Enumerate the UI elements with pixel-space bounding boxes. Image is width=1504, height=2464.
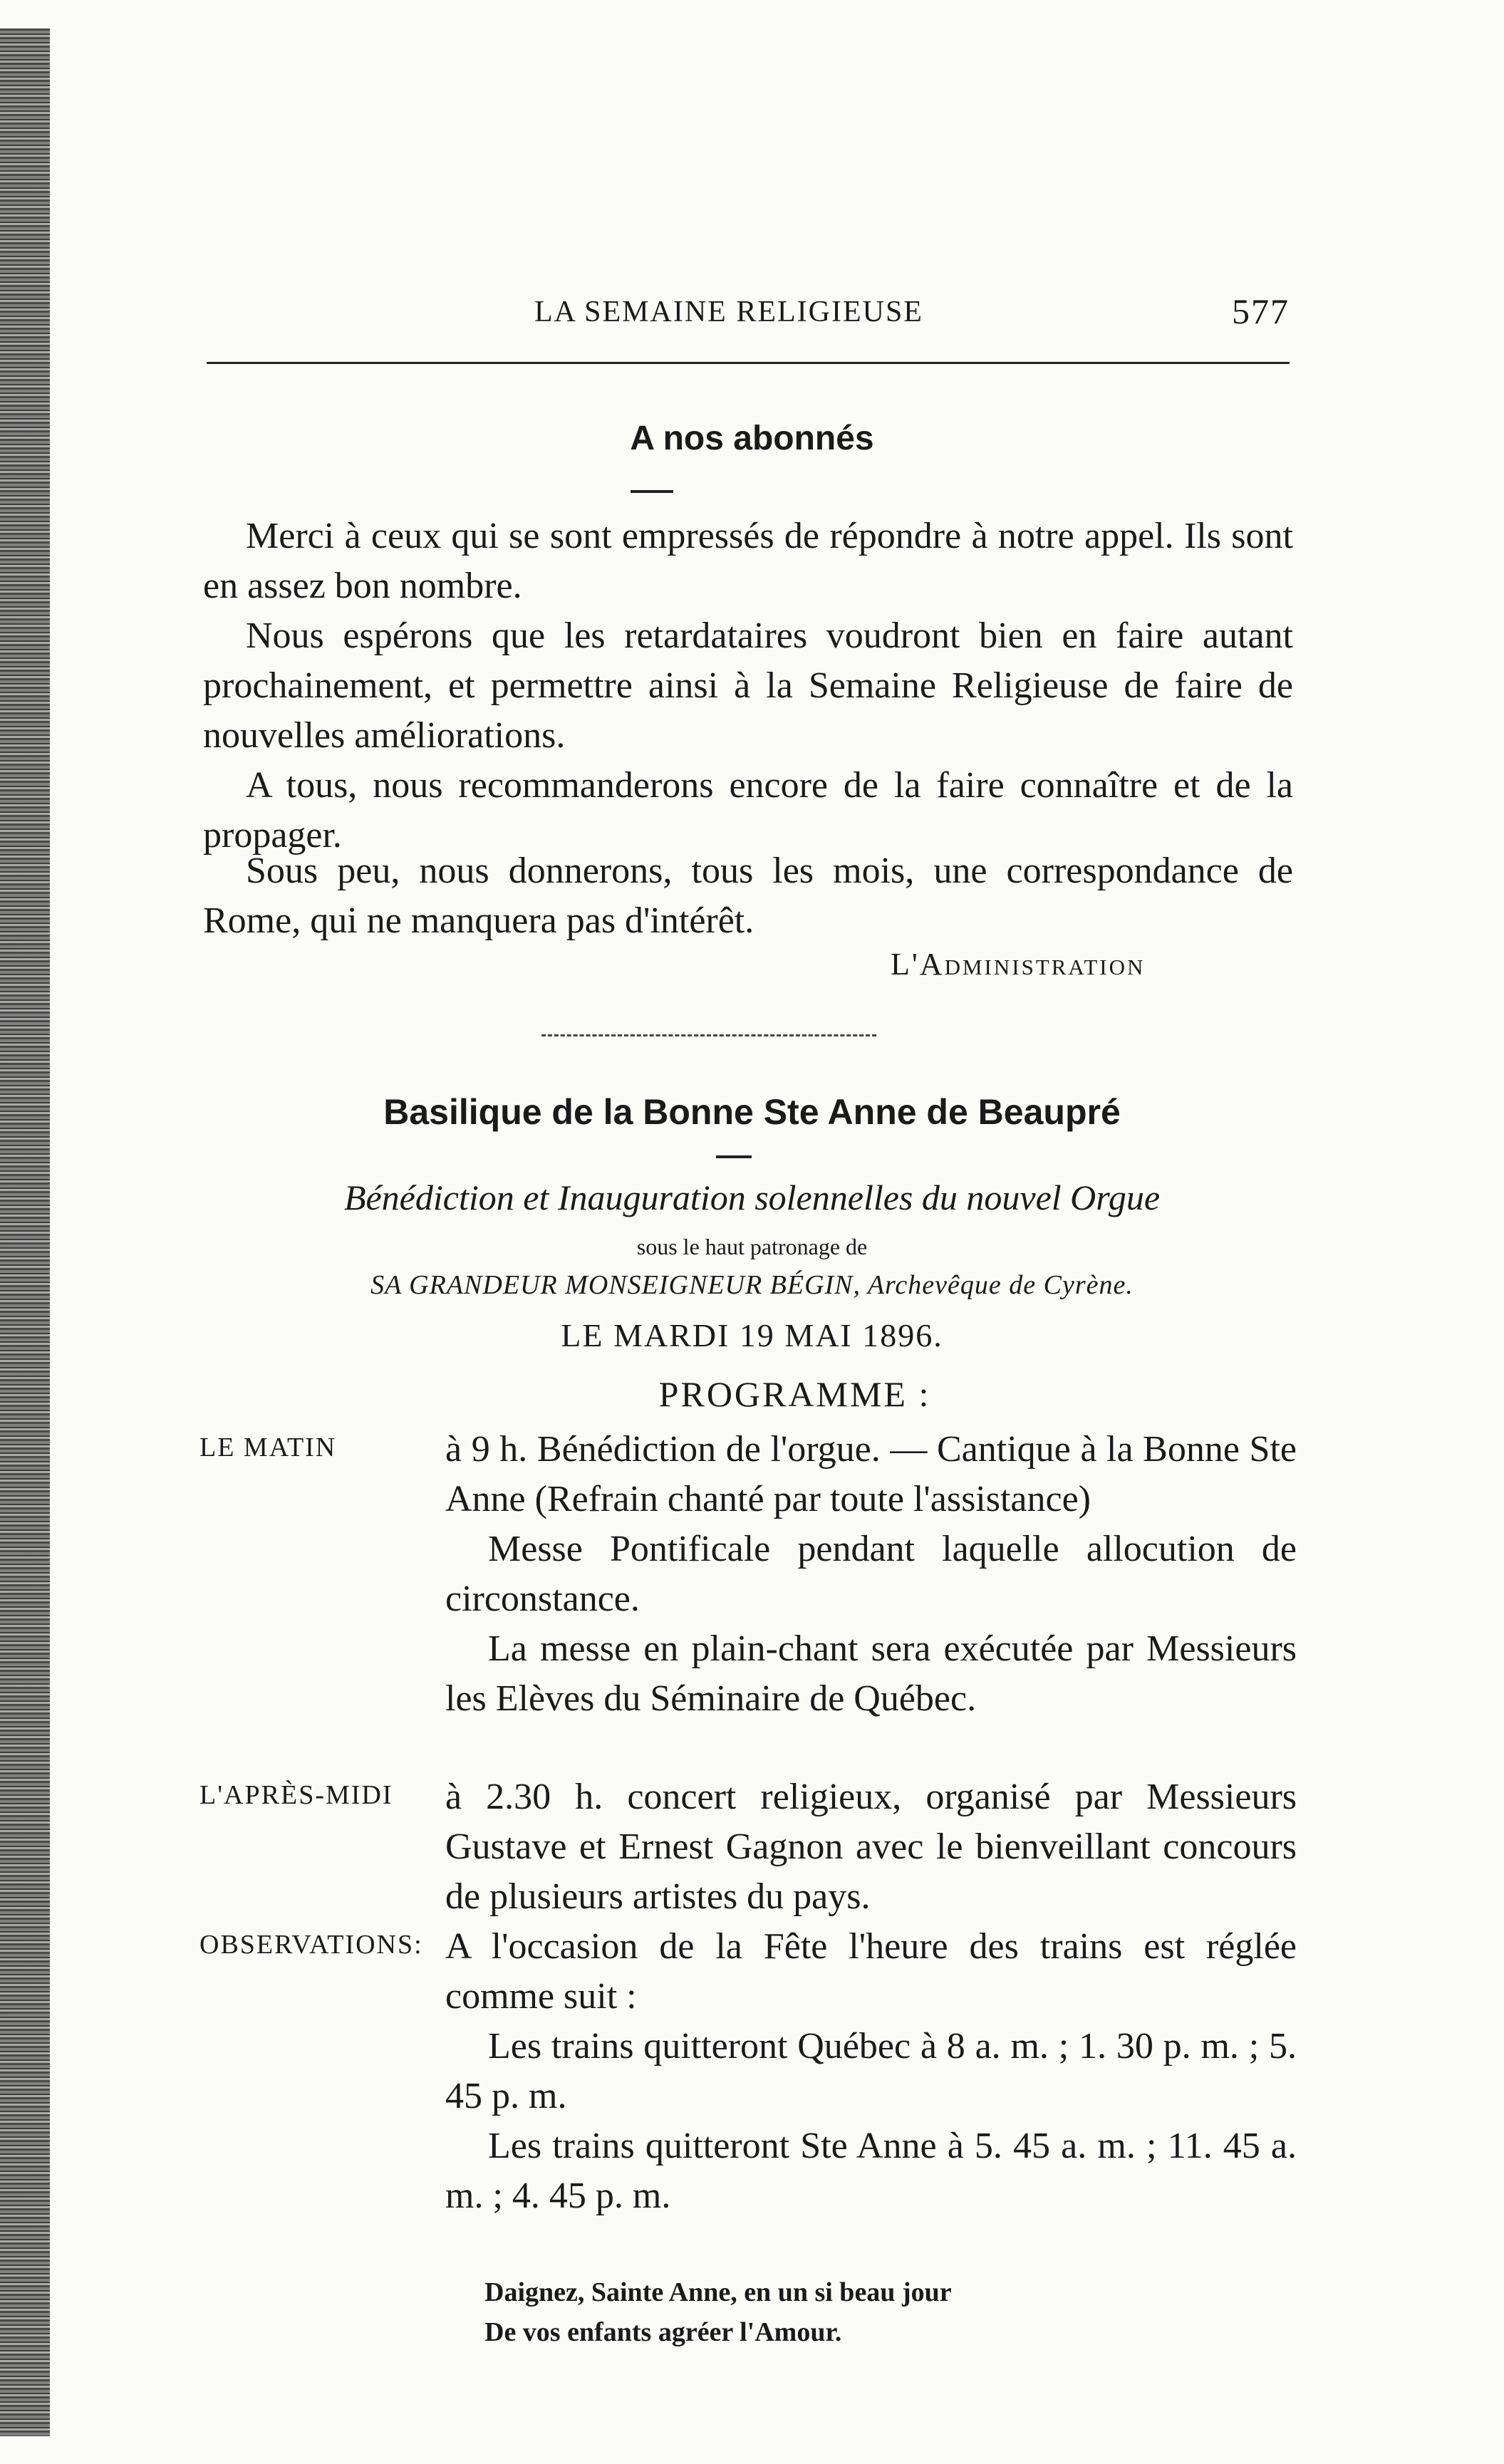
- verse-line: Daignez, Sainte Anne, en un si beau jour: [484, 2277, 952, 2307]
- patronage-line: sous le haut patronage de: [636, 1234, 868, 1259]
- header-rule: [207, 362, 1290, 364]
- journal-title: LA SEMAINE RELIGIEUSE: [534, 296, 923, 328]
- program-paragraph: A l'occasion de la Fête l'heure des trains est réglée comme suit :: [445, 1926, 1297, 2017]
- program-paragraph: Les trains quitteront Québec à 8 a. m. ; 1. 30 p. m. ; 5. 45 p. m.: [445, 2026, 1297, 2116]
- program-paragraph: à 2.30 h. concert religieux, organisé par Messieurs Gustave et Ernest Gagnon avec le bienveillant concours de plusieurs artistes du pays.: [445, 1777, 1297, 1917]
- heading-dash: [631, 490, 673, 493]
- program-paragraph: Les trains quitteront Ste Anne à 5. 45 a. m. ; 11. 45 a. m. ; 4. 45 p. m.: [445, 2126, 1297, 2216]
- program-title: PROGRAMME :: [658, 1374, 931, 1414]
- verse-line: De vos enfants agréer l'Amour.: [484, 2317, 842, 2347]
- program-paragraph: Messe Pontificale pendant laquelle allocution de circonstance.: [445, 1529, 1297, 1619]
- notice-paragraph: A tous, nous recommanderons encore de la faire connaître et de la propager.: [203, 765, 1293, 856]
- row-label: L'APRÈS-MIDI: [199, 1780, 393, 1810]
- program-paragraph: La messe en plain-chant sera exécutée par Messieurs les Elèves du Séminaire de Québec.: [445, 1628, 1297, 1719]
- row-text: [445, 1922, 1297, 2221]
- page-number: 577: [1232, 291, 1290, 331]
- patron-line: SA GRANDEUR MONSEIGNEUR BÉGIN, Archevêque de Cyrène.: [370, 1270, 1134, 1300]
- notice-paragraph: Nous espérons que les retardataires voudront bien en faire autant prochainement, et permettre ainsi à la Semaine Religieuse de faire de nouvelles améliorations.: [203, 615, 1293, 756]
- event-date: LE MARDI 19 MAI 1896.: [561, 1317, 943, 1353]
- heading-dash: [716, 1155, 752, 1158]
- row-label: OBSERVATIONS:: [199, 1930, 423, 1960]
- closing-verse: [484, 2272, 952, 2352]
- section-separator: [541, 1034, 876, 1036]
- announcement-subtitle: Bénédiction et Inauguration solennelles du nouvel Orgue: [343, 1178, 1161, 1217]
- notice-heading: A nos abonnés: [630, 420, 874, 457]
- notice-paragraph: Merci à ceux qui se sont empressés de répondre à notre appel. Ils sont en assez bon nombre.: [203, 516, 1293, 606]
- row-label: LE MATIN: [199, 1433, 337, 1462]
- program-paragraph: à 9 h. Bénédiction de l'orgue. — Cantique à la Bonne Ste Anne (Refrain chanté par toute l'assistance): [445, 1429, 1297, 1519]
- notice-signature: L'Administration: [891, 947, 1146, 982]
- notice-paragraph: Sous peu, nous donnerons, tous les mois, une correspondance de Rome, qui ne manquera pas d'intérêt.: [203, 851, 1293, 941]
- running-head: [207, 291, 1290, 341]
- announcement-heading: Basilique de la Bonne Ste Anne de Beaupré: [383, 1092, 1121, 1132]
- row-text: [445, 1425, 1297, 1724]
- row-text: [445, 1772, 1297, 1922]
